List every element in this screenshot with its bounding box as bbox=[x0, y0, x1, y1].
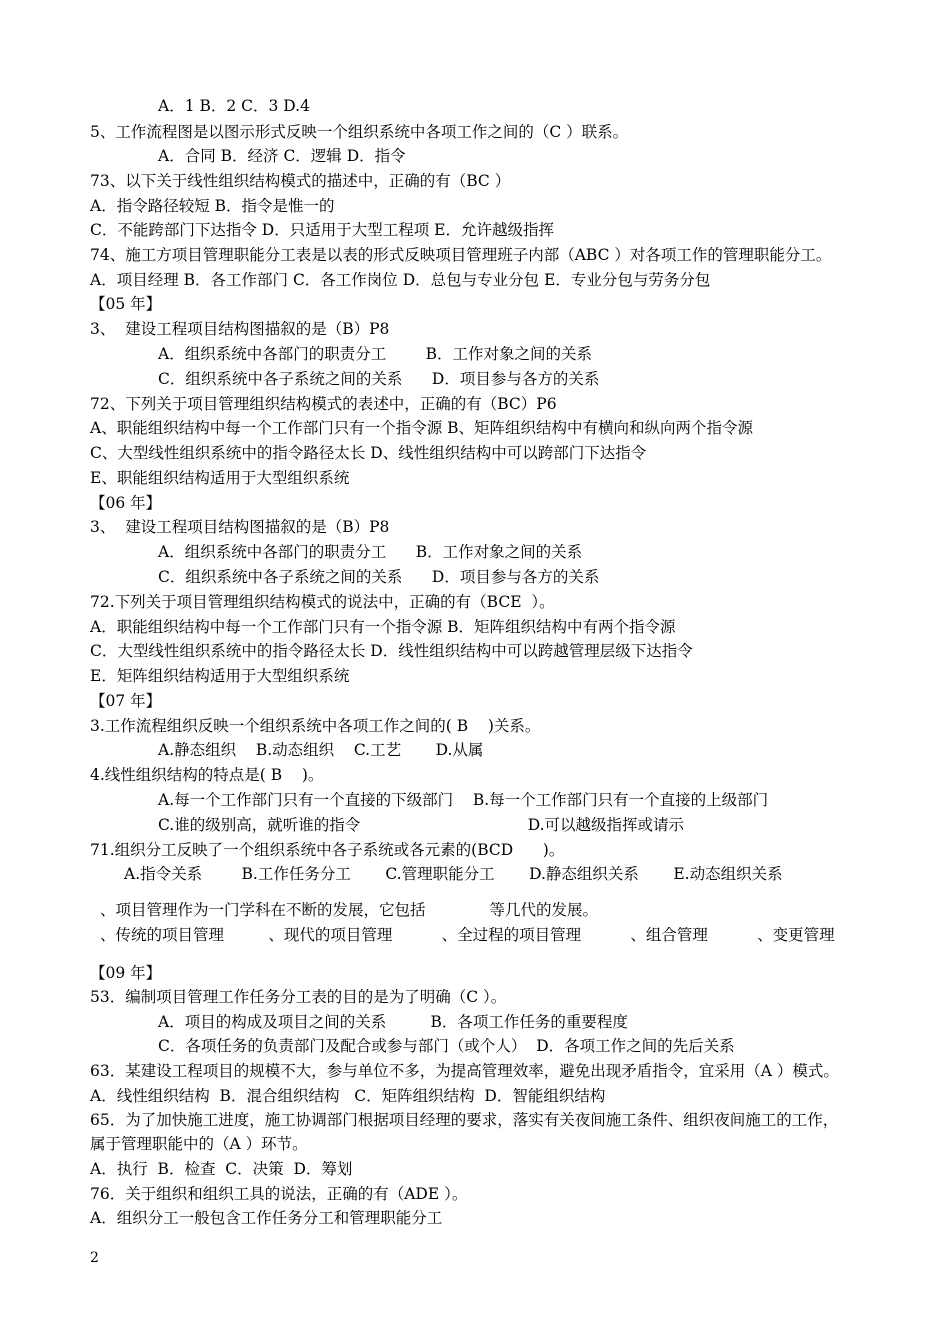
text-line: C、大型线性组织系统中的指令路径太长 D、线性组织结构中可以跨部门下达指令 bbox=[90, 444, 647, 462]
text-line: 73、以下关于线性组织结构模式的描述中，正确的有（BC ） bbox=[90, 172, 511, 190]
text-line: 5、工作流程图是以图示形式反映一个组织系统中各项工作之间的（C ）联系。 bbox=[90, 123, 629, 141]
text-line: A．项目经理 B．各工作部门 C．各工作岗位 D．总包与专业分包 E．专业分包与劳务分包 bbox=[90, 271, 711, 289]
text-line: E、职能组织结构适用于大型组织系统 bbox=[90, 469, 350, 487]
text-line: C．大型线性组织系统中的指令路径太长 D．线性组织结构中可以跨越管理层级下达指令 bbox=[90, 642, 693, 660]
text-line: A.每一个工作部门只有一个直接的下级部门 B.每一个工作部门只有一个直接的上级部门 bbox=[158, 791, 769, 809]
text-line: 属于管理职能中的（A ）环节。 bbox=[90, 1135, 308, 1153]
text-line: 3、 建设工程项目结构图描叙的是（B）P8 bbox=[90, 518, 390, 536]
text-line: 4.线性组织结构的特点是( B )。 bbox=[90, 766, 324, 784]
text-line: C．各项任务的负责部门及配合或参与部门（或个人） D．各项工作之间的先后关系 bbox=[158, 1037, 735, 1055]
text-line: 74、施工方项目管理职能分工表是以表的形式反映项目管理班子内部（ABC ）对各项工作的管理职能分工。 bbox=[90, 246, 832, 264]
text-line: C．组织系统中各子系统之间的关系 D．项目参与各方的关系 bbox=[158, 370, 600, 388]
text-line: A.指令关系 B.工作任务分工 C.管理职能分工 D.静态组织关系 E.动态组织关系 bbox=[124, 865, 783, 883]
text-line: 76．关于组织和组织工具的说法，正确的有（ADE ）。 bbox=[90, 1185, 468, 1203]
text-line: A．组织系统中各部门的职责分工 B．工作对象之间的关系 bbox=[158, 345, 593, 363]
text-line: E．矩阵组织结构适用于大型组织系统 bbox=[90, 667, 350, 685]
text-line: 53．编制项目管理工作任务分工表的目的是为了明确（C ）。 bbox=[90, 988, 507, 1006]
text-line: 、项目管理作为一门学科在不断的发展，它包括 等几代的发展。 bbox=[100, 901, 599, 919]
text-line: A.静态组织 B.动态组织 C.工艺 D.从属 bbox=[158, 741, 484, 759]
text-line: A、职能组织结构中每一个工作部门只有一个指令源 B、矩阵组织结构中有横向和纵向两个指令源 bbox=[90, 419, 754, 437]
text-line: 3.工作流程组织反映一个组织系统中各项工作之间的( B )关系。 bbox=[90, 717, 541, 735]
text-line: A．1 B．2 C．3 D.4 bbox=[158, 97, 310, 115]
text-line: 65．为了加快施工进度，施工协调部门根据项目经理的要求，落实有关夜间施工条件、组织夜间施工的工作， bbox=[90, 1111, 839, 1129]
text-line: A．线性组织结构 B．混合组织结构 C．矩阵组织结构 D．智能组织结构 bbox=[90, 1087, 606, 1105]
text-line: 72.下列关于项目管理组织结构模式的说法中，正确的有（BCE ）。 bbox=[90, 593, 555, 611]
text-line: 【09 年】 bbox=[90, 964, 162, 982]
text-line: 、传统的项目管理 、现代的项目管理 、全过程的项目管理 、组合管理 、变更管理 bbox=[100, 926, 835, 944]
text-line: A．合同 B．经济 C．逻辑 D．指令 bbox=[158, 147, 406, 165]
text-line: A．职能组织结构中每一个工作部门只有一个指令源 B．矩阵组织结构中有两个指令源 bbox=[90, 618, 676, 636]
text-line: A．执行 B．检查 C．决策 D．筹划 bbox=[90, 1160, 353, 1178]
text-line: C.谁的级别高，就听谁的指令 D.可以越级指挥或请示 bbox=[158, 816, 685, 834]
text-line: 【05 年】 bbox=[90, 295, 162, 313]
text-line: 72、下列关于项目管理组织结构模式的表述中，正确的有（BC）P6 bbox=[90, 395, 557, 413]
text-line: 【07 年】 bbox=[90, 692, 162, 710]
text-line: A．项目的构成及项目之间的关系 B．各项工作任务的重要程度 bbox=[158, 1013, 628, 1031]
text-line: A．组织分工一般包含工作任务分工和管理职能分工 bbox=[90, 1209, 443, 1227]
text-line: 【06 年】 bbox=[90, 494, 162, 512]
text-line: A．指令路径较短 B．指令是惟一的 bbox=[90, 197, 335, 215]
text-line: C．不能跨部门下达指令 D．只适用于大型工程项 E．允许越级指挥 bbox=[90, 221, 554, 239]
text-line: 63．某建设工程项目的规模不大，参与单位不多，为提高管理效率，避免出现矛盾指令，宜采用（A ）模式。 bbox=[90, 1062, 839, 1080]
text-line: 71.组织分工反映了一个组织系统中各子系统或各元素的(BCD )。 bbox=[90, 841, 565, 859]
text-line: 3、 建设工程项目结构图描叙的是（B）P8 bbox=[90, 320, 390, 338]
text-line: C．组织系统中各子系统之间的关系 D．项目参与各方的关系 bbox=[158, 568, 600, 586]
text-line: A．组织系统中各部门的职责分工 B．工作对象之间的关系 bbox=[158, 543, 583, 561]
page-number: 2 bbox=[90, 1250, 99, 1266]
